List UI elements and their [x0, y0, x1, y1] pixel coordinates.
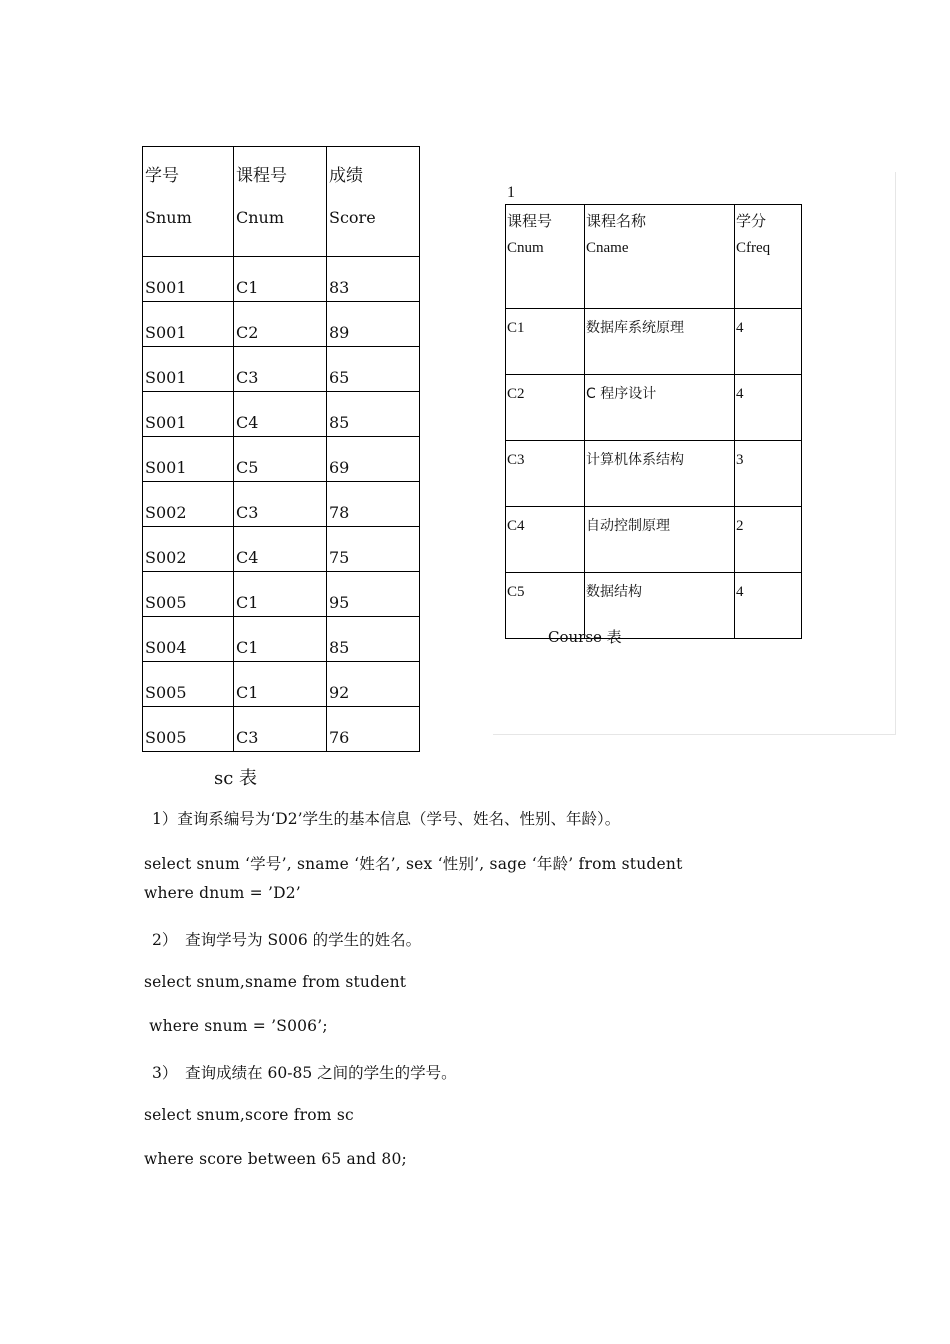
question-3: 3） 查询成绩在 60-85 之间的学生的学号。: [152, 1064, 457, 1082]
table-row: S001 C2 89: [143, 302, 420, 347]
table-row: S001 C1 83: [143, 257, 420, 302]
sql-line-4: where snum = ’S006’;: [144, 1017, 328, 1035]
sc-table-caption: sc 表: [214, 768, 258, 789]
table-row: C3 计算机体系结构 3: [506, 441, 802, 507]
sql-line-5: select snum,score from sc: [144, 1106, 354, 1124]
course-table-number: 1: [507, 184, 515, 201]
course-table-caption: Course 表: [548, 628, 622, 646]
sc-table: [142, 146, 420, 752]
table-row: C1 数据库系统原理 4: [506, 309, 802, 375]
sc-header-row: [143, 147, 420, 257]
table-row: S005 C3 76: [143, 707, 420, 752]
table-row: S001 C3 65: [143, 347, 420, 392]
course-table: [505, 204, 802, 639]
table-row: C4 自动控制原理 2: [506, 507, 802, 573]
table-row: S004 C1 85: [143, 617, 420, 662]
course-header-cnum: 课程号 Cnum: [506, 205, 585, 309]
sql-line-3: select snum,sname from student: [144, 973, 407, 991]
table-row: S001 C5 69: [143, 437, 420, 482]
table-row: C2 C 程序设计 4: [506, 375, 802, 441]
table-row: S001 C4 85: [143, 392, 420, 437]
question-1: 1）查询系编号为‘D2’学生的基本信息（学号、姓名、性别、年龄）。: [152, 810, 621, 828]
course-header-row: [506, 205, 802, 309]
sql-line-1: select snum ‘学号’, sname ‘姓名’, sex ‘性别’, sage ‘年龄’ from student: [144, 855, 683, 873]
sc-header-score: 成绩 Score: [327, 147, 420, 257]
sql-line-6: where score between 65 and 80;: [144, 1150, 407, 1168]
sc-header-snum: 学号 Snum: [143, 147, 234, 257]
table-row: S002 C3 78: [143, 482, 420, 527]
question-2: 2） 查询学号为 S006 的学生的姓名。: [152, 931, 422, 949]
table-row: S002 C4 75: [143, 527, 420, 572]
course-header-cfreq: 学分 Cfreq: [735, 205, 802, 309]
course-header-cname: 课程名称 Cname: [585, 205, 735, 309]
table-row: S005 C1 95: [143, 572, 420, 617]
sql-line-2: where dnum = ’D2’: [144, 884, 301, 902]
sc-header-cnum: 课程号 Cnum: [234, 147, 327, 257]
table-row: S005 C1 92: [143, 662, 420, 707]
table-row: C5 数据结构 4: [506, 573, 802, 639]
